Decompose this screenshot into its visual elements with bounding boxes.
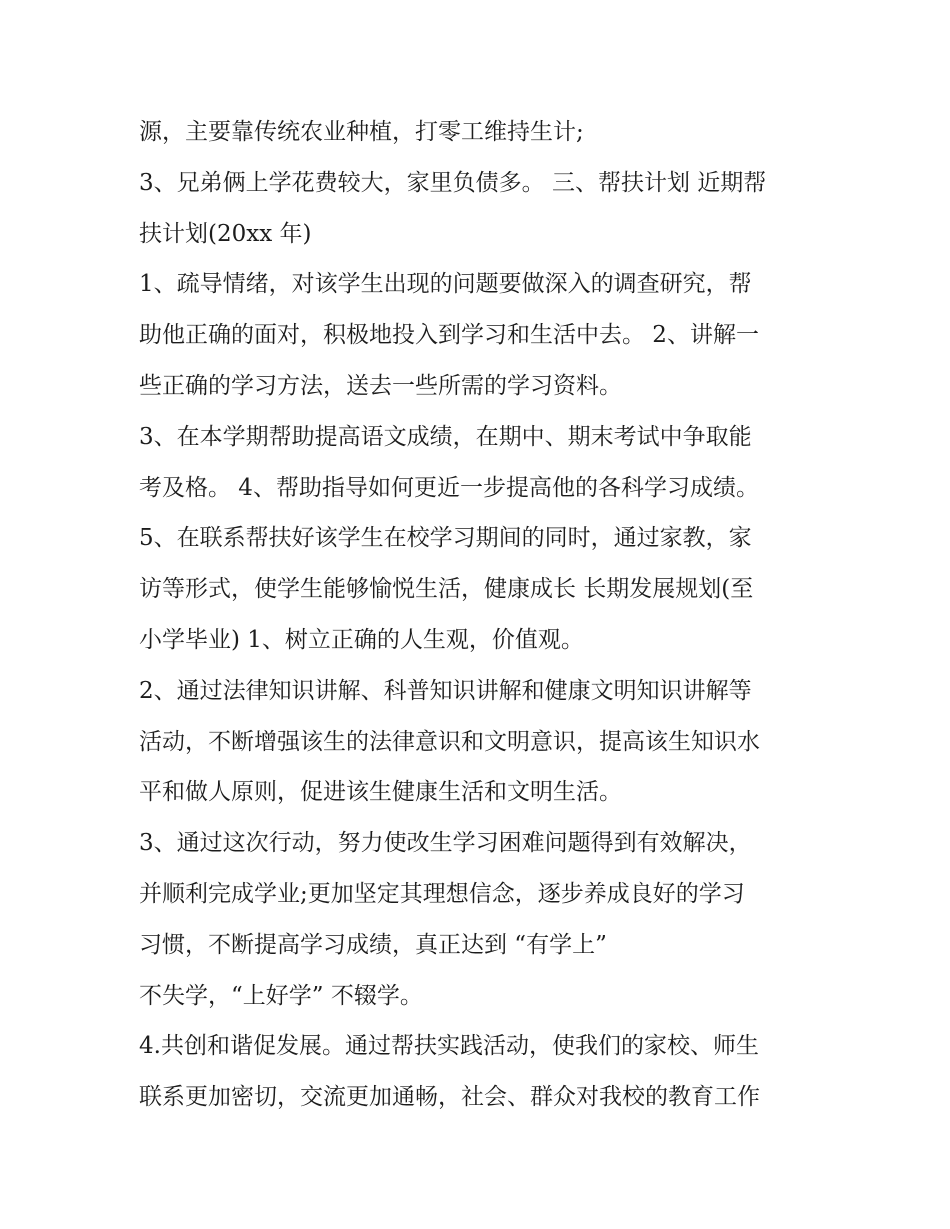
text-line-9: 5、在联系帮扶好该学生在校学习期间的同时，通过家教，家 <box>139 525 752 552</box>
text-line-4: 1、疏导情绪，对该学生出现的问题要做深入的调查研究，帮 <box>139 271 752 298</box>
text-line-18: 不失学，“上好学” 不辍学。 <box>139 982 423 1009</box>
text-line-13: 活动，不断增强该生的法律意识和文明意识，提高该生知识水 <box>139 728 760 755</box>
text-line-10: 访等形式，使学生能够愉悦生活，健康成长 长期发展规划(至 <box>139 576 754 603</box>
text-line-3: 扶计划(20xx 年) <box>139 220 312 247</box>
text-line-14: 平和做人原则，促进该生健康生活和文明生活。 <box>139 779 622 806</box>
text-line-8: 考及格。 4、帮助指导如何更近一步提高他的各科学习成绩。 <box>139 474 759 501</box>
text-line-2: 3、兄弟俩上学花费较大，家里负债多。 三、帮扶计划 近期帮 <box>139 169 767 196</box>
text-line-6: 些正确的学习方法，送去一些所需的学习资料。 <box>139 372 622 399</box>
text-line-7: 3、在本学期帮助提高语文成绩，在期中、期末考试中争取能 <box>139 423 752 450</box>
text-line-5: 助他正确的面对，积极地投入到学习和生活中去。 2、讲解一 <box>139 322 759 349</box>
text-line-15: 3、通过这次行动，努力使改生学习困难问题得到有效解决， <box>139 830 752 857</box>
document-body <box>139 107 819 1123</box>
text-line-1: 源，主要靠传统农业种植，打零工维持生计; <box>139 119 584 145</box>
text-line-16: 并顺利完成学业;更加坚定其理想信念，逐步养成良好的学习 <box>139 880 745 907</box>
text-line-12: 2、通过法律知识讲解、科普知识讲解和健康文明知识讲解等 <box>139 677 752 704</box>
text-line-17: 习惯，不断提高学习成绩，真正达到 “有学上” <box>139 931 607 958</box>
text-line-11: 小学毕业) 1、树立正确的人生观，价值观。 <box>139 626 584 653</box>
text-line-19: 4.共创和谐促发展。通过帮扶实践活动，使我们的家校、师生 <box>139 1033 759 1060</box>
text-line-20: 联系更加密切，交流更加通畅，社会、群众对我校的教育工作 <box>139 1084 760 1111</box>
